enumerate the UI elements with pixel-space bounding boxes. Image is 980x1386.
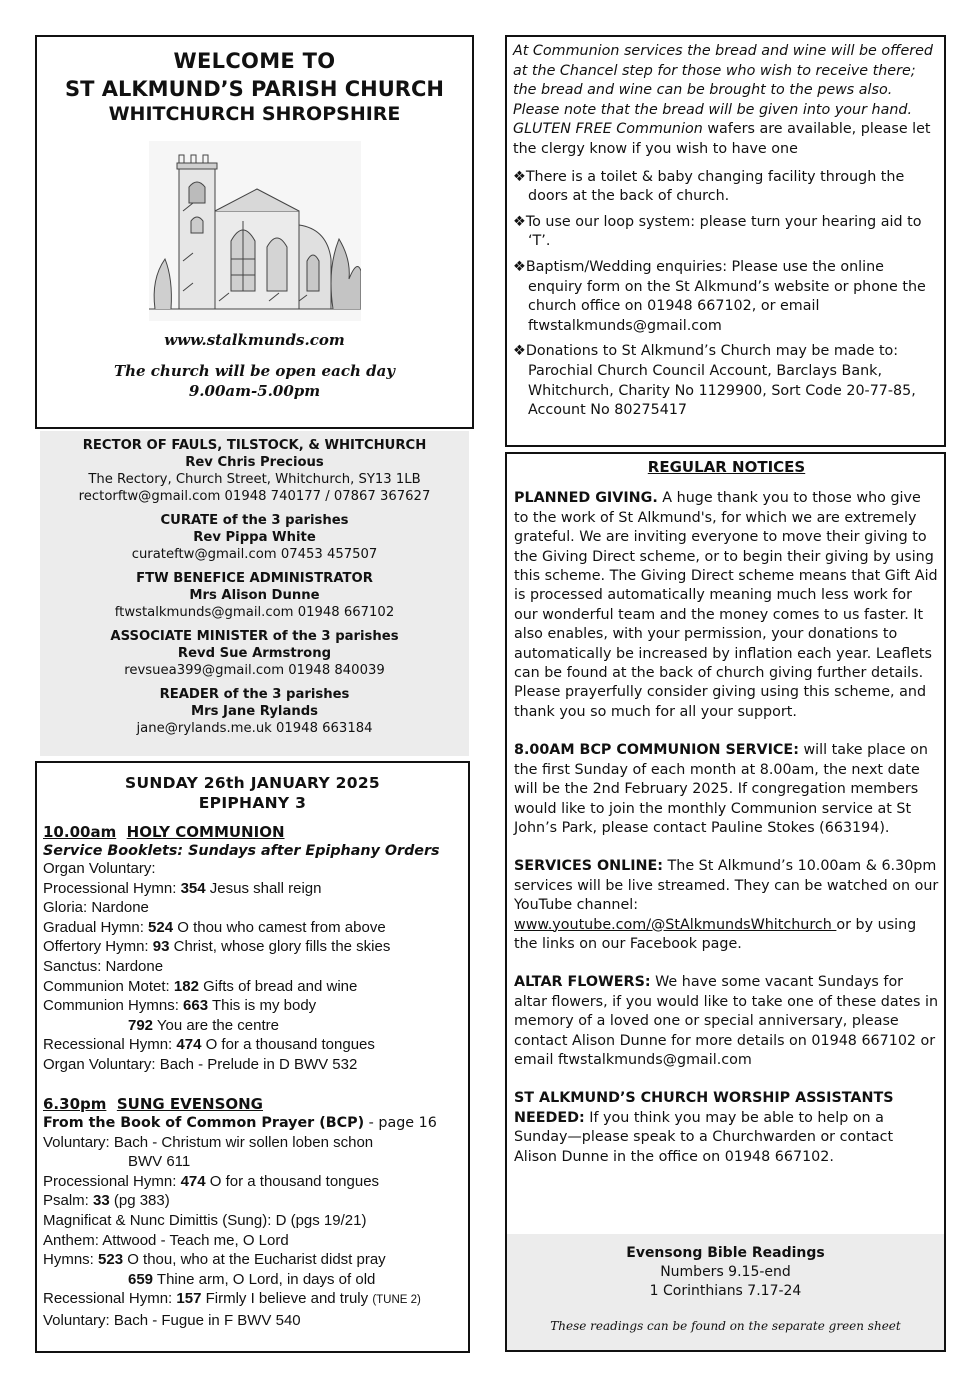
order-item-label: Organ Voluntary: — [43, 860, 156, 877]
notice-title: 8.00AM BCP COMMUNION SERVICE: — [514, 742, 799, 759]
order-item-text: (pg 383) — [109, 1192, 170, 1210]
regular-notices-box — [505, 452, 946, 1352]
order-item-text: Firmly I believe and truly — [201, 1290, 373, 1308]
bcp-title: From the Book of Common Prayer (BCP) — [43, 1114, 365, 1131]
order-item — [43, 898, 462, 918]
notice-title: SERVICES ONLINE: — [514, 858, 663, 875]
info-bullet-donations: ❖Donations to St Alkmund’s Church may be made to: Parochial Church Council Account, Barclays Bank, Whitchurch, Charity No 1129900, Sort Code 20-77-85, Account No 80275417 — [513, 343, 916, 419]
order-item-label: Communion Motet: — [43, 977, 174, 995]
notice-body: If you think you may be able to help on a Sunday—please speak to a Churchwarden or contact Alison Dunne in the office on 01948 667102. — [514, 1109, 894, 1165]
order-item-label: Anthem: Attwood - Teach me, O Lord — [43, 1231, 289, 1249]
order-item-label: Sanctus: Nardone — [43, 957, 164, 975]
order-item-text: You are the centre — [153, 1016, 279, 1034]
church-location: WHITCHURCH SHROPSHIRE — [108, 103, 401, 125]
order-item — [43, 1250, 462, 1270]
order-item — [43, 937, 462, 957]
order-item — [43, 879, 462, 899]
notice-body: will take place on the first Sunday of each month at 8.00am, the next date will be the 2nd February 2025. If congregation members would like to join the monthly Communion service at St John’s Park, please contact Pauline Stokes (663194). — [514, 742, 928, 836]
church-name: ST ALKMUND’S PARISH CHURCH — [65, 77, 444, 101]
order-item — [43, 1231, 462, 1251]
order-item — [43, 1289, 462, 1311]
hymn-number: 93 — [152, 938, 170, 956]
notice-bcp-communion — [514, 741, 939, 838]
order-item-text: Gifts of bread and wine — [198, 977, 358, 995]
order-item-label: Gradual Hymn: — [43, 918, 149, 936]
morning-order-list — [43, 859, 462, 1075]
clergy-rector — [40, 437, 469, 505]
hymn-number: 474 — [176, 1036, 202, 1054]
order-item — [43, 957, 462, 977]
service-title: EPIPHANY 3 — [198, 794, 307, 812]
morning-service-time: 10.00am — [43, 823, 117, 841]
contact-line: curateftw@gmail.com 07453 457507 — [131, 547, 378, 562]
order-item — [43, 1152, 462, 1172]
order-item-label: Hymns: — [43, 1251, 99, 1269]
order-item — [43, 1133, 462, 1153]
order-item-text: This is my body — [208, 997, 317, 1015]
person-name: Mrs Alison Dunne — [189, 588, 320, 603]
hymn-number: 524 — [148, 918, 174, 936]
notice-services-online — [514, 857, 939, 954]
order-item — [43, 1311, 462, 1331]
order-item-text: Christ, whose glory fills the skies — [169, 938, 391, 956]
evening-service-time: 6.30pm — [43, 1094, 107, 1113]
notice-title: ALTAR FLOWERS: — [514, 974, 651, 991]
communion-rest-text: wafers are available, please let the clergy know if you wish to have one — [513, 121, 931, 157]
youtube-link[interactable]: www.youtube.com/@StAlkmundsWhitchurch — [514, 916, 837, 933]
order-item-label: Magnificat & Nunc Dimittis (Sung): D (pgs 19/21) — [43, 1211, 367, 1229]
morning-service-name: HOLY COMMUNION — [126, 823, 285, 841]
order-item — [43, 1016, 462, 1036]
opening-hours — [37, 361, 472, 401]
contact-line: The Rectory, Church Street, Whitchurch, SY13 1LB — [88, 472, 421, 487]
notice-title: PLANNED GIVING. — [514, 490, 658, 507]
church-sketch-image — [149, 141, 361, 321]
role-title: CURATE of the 3 parishes — [160, 513, 349, 528]
order-item-text: Thine arm, O Lord, in days of old — [153, 1270, 376, 1288]
role-title: RECTOR OF FAULS, TILSTOCK, & WHITCHURCH — [82, 438, 427, 453]
order-item — [43, 1055, 462, 1075]
notice-body-after: or by using the links on our Facebook page. — [514, 916, 917, 952]
notice-title: ST ALKMUND’S CHURCH WORSHIP ASSISTANTS NEEDED: — [514, 1090, 894, 1126]
sunday-services-box — [35, 761, 470, 1353]
order-item-label: Psalm: — [43, 1192, 94, 1210]
reading-1: Numbers 9.15-end — [660, 1264, 791, 1280]
order-item — [43, 1035, 462, 1055]
person-name: Rev Pippa White — [193, 530, 316, 545]
evensong-readings-panel — [507, 1234, 944, 1350]
hymn-number: 474 — [180, 1172, 206, 1190]
order-item — [43, 996, 462, 1016]
bcp-note — [43, 1115, 462, 1131]
info-bullet-list — [513, 168, 938, 421]
notice-body: We have some vacant Sundays for altar flowers, if you would like to take one of these dates in memory of a loved one or special anniversary, please contact Alison Dunne for more details on 01948 667102 or email ftwstalkmunds@gmail.com — [514, 974, 939, 1068]
order-item-label: Organ Voluntary: Bach - Prelude in D BWV 532 — [43, 1055, 358, 1073]
order-item-label: Processional Hymn: — [43, 1172, 181, 1190]
order-item — [43, 1211, 462, 1231]
notice-body: The St Alkmund’s 10.00am & 6.30pm services will be live streamed. They can be watched on our YouTube channel: — [514, 858, 939, 914]
opening-hours-line2: 9.00am-5.00pm — [188, 382, 321, 400]
service-booklet-note: Service Booklets: Sundays after Epiphany Orders — [43, 843, 440, 859]
role-title: FTW BENEFICE ADMINISTRATOR — [136, 571, 373, 586]
clergy-reader — [40, 686, 469, 737]
evening-service-heading — [43, 1095, 462, 1113]
hymn-number: 792 — [128, 1016, 154, 1034]
order-item-text: Jesus shall reign — [205, 879, 322, 897]
person-name: Revd Sue Armstrong — [177, 646, 332, 661]
bcp-page: - page 16 — [364, 1114, 437, 1131]
clergy-administrator — [40, 570, 469, 621]
readings-note: These readings can be found on the separate green sheet — [550, 1319, 901, 1333]
order-item-label: Voluntary: Bach - Fugue in F BWV 540 — [43, 1311, 301, 1329]
hymn-number: 157 — [176, 1290, 202, 1308]
notice-altar-flowers — [514, 973, 939, 1070]
notice-worship-assistants — [514, 1089, 939, 1167]
order-item-label: Gloria: Nardone — [43, 899, 149, 917]
hymn-number: 659 — [128, 1270, 154, 1288]
info-bullet-baptism-wedding: ❖Baptism/Wedding enquiries: Please use the online enquiry form on the St Alkmund’s website or phone the church office on 01948 667102, or email ftwstalkmunds@gmail.com — [513, 258, 926, 334]
evening-service-name: SUNG EVENSONG — [116, 1094, 263, 1113]
opening-hours-line1: The church will be open each day — [113, 362, 396, 380]
communion-paragraph — [513, 42, 938, 160]
communion-info-box — [505, 35, 946, 447]
order-item-label: Recessional Hymn: — [43, 1290, 177, 1308]
order-item-label: Voluntary: Bach - Christum wir sollen loben schon — [43, 1133, 374, 1151]
notice-planned-giving — [514, 489, 939, 722]
order-item — [43, 1270, 462, 1290]
clergy-curate — [40, 512, 469, 563]
reading-2: 1 Corinthians 7.17-24 — [649, 1283, 802, 1299]
tune-note: (TUNE 2) — [372, 1294, 421, 1307]
welcome-line1: WELCOME TO — [173, 49, 336, 73]
hymn-number: 182 — [173, 977, 199, 995]
contact-line: ftwstalkmunds@gmail.com 01948 667102 — [114, 605, 395, 620]
clergy-contacts — [40, 431, 469, 756]
communion-italic-text: At Communion services the bread and wine will be offered at the Chancel step for those who wish to receive there; the bread and wine can be brought to the pews also. Please note that the bread will be given into your hand. GLUTEN FREE Communion — [513, 43, 933, 138]
order-item-text: O for a thousand tongues — [201, 1036, 375, 1054]
hymn-number: 354 — [180, 879, 206, 897]
contact-line: jane@rylands.me.uk 01948 663184 — [136, 721, 373, 736]
order-item — [43, 1172, 462, 1192]
evening-order-list — [43, 1133, 462, 1331]
welcome-box — [35, 35, 474, 429]
service-date: SUNDAY 26th JANUARY 2025 — [124, 774, 381, 792]
clergy-associate-minister — [40, 628, 469, 679]
order-item — [43, 859, 462, 879]
order-item-label: Processional Hymn: — [43, 879, 181, 897]
person-name: Mrs Jane Rylands — [190, 704, 319, 719]
order-item-text: O for a thousand tongues — [205, 1172, 380, 1190]
order-item-label: Recessional Hymn: — [43, 1036, 177, 1054]
role-title: ASSOCIATE MINISTER of the 3 parishes — [110, 629, 399, 644]
order-item — [43, 977, 462, 997]
role-title: READER of the 3 parishes — [159, 687, 350, 702]
order-item-label: BWV 611 — [128, 1153, 191, 1171]
notices-heading: REGULAR NOTICES — [647, 458, 806, 476]
order-item-text: O thou, who at the Eucharist didst pray — [123, 1251, 386, 1269]
hymn-number: 33 — [93, 1192, 110, 1210]
order-item-label: Offertory Hymn: — [43, 938, 153, 956]
notice-body: A huge thank you to those who give to the work of St Alkmund's, for which we are extremely grateful. We are inviting everyone to move their giving to the Giving Direct scheme, or to begin their giving by using this scheme. The Giving Direct scheme means that Gift Aid is processed automatically meaning much less work for our wonderful team and the money comes to us faster. It also enables, with your permission, your donations to automatically be increased by inflation each year. Leaflets can be found at the back of church giving further details. Please prayerfully consider giving using this scheme, and thank you so much for all your support. — [514, 490, 938, 720]
contact-line: rectorftw@gmail.com 01948 740177 / 07867 367627 — [78, 489, 431, 504]
hymn-number: 523 — [98, 1251, 124, 1269]
hymn-number: 663 — [183, 997, 209, 1015]
order-item — [43, 918, 462, 938]
order-item-text: O thou who camest from above — [173, 918, 386, 936]
contact-line: revsuea399@gmail.com 01948 840039 — [124, 663, 385, 678]
info-bullet-loop-system: ❖To use our loop system: please turn your hearing aid to ‘T’. — [513, 213, 922, 250]
person-name: Rev Chris Precious — [185, 455, 324, 470]
info-bullet-toilet: ❖There is a toilet & baby changing facility through the doors at the back of church. — [513, 168, 905, 205]
website-url[interactable]: www.stalkmunds.com — [164, 331, 345, 349]
order-item-label: Communion Hymns: — [43, 997, 184, 1015]
readings-title: Evensong Bible Readings — [626, 1245, 825, 1261]
morning-service-heading — [43, 823, 462, 841]
order-item — [43, 1191, 462, 1211]
